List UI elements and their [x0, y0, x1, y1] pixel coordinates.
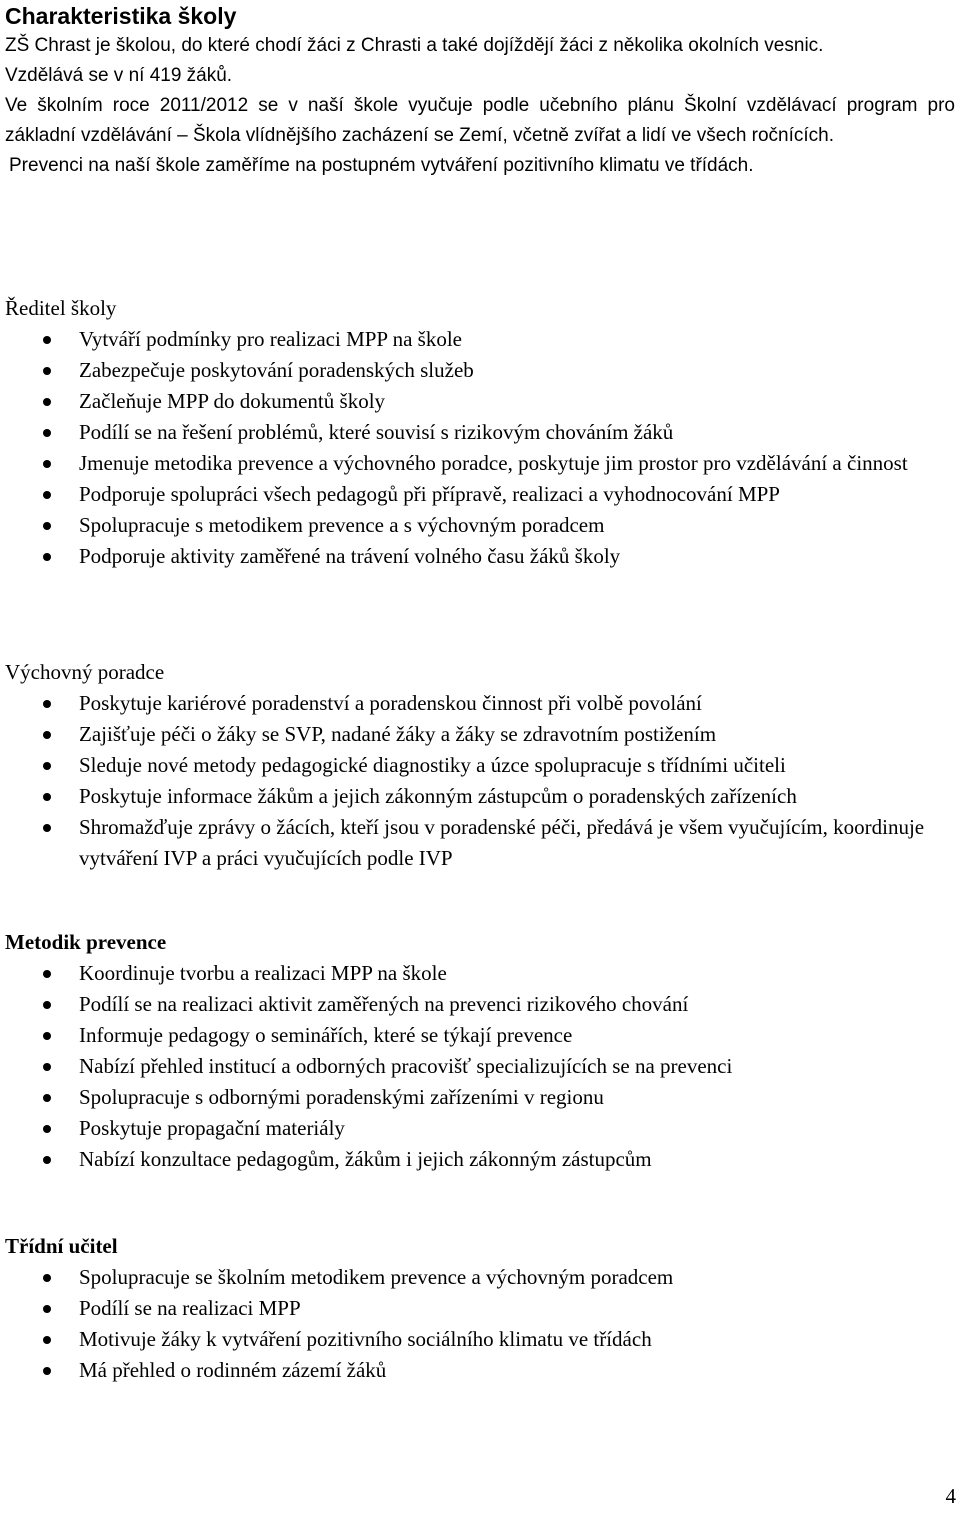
bullet-icon — [43, 731, 51, 739]
intro-paragraph-prevention: Prevenci na naší škole zaměříme na postupném vytváření pozitivního klimatu ve třídách. — [9, 155, 754, 176]
bullet-icon — [43, 1367, 51, 1375]
bullet-icon — [43, 1156, 51, 1164]
bullet-icon — [43, 522, 51, 530]
list-item: Podporuje spolupráci všech pedagogů při přípravě, realizaci a vyhodnocování MPP — [5, 479, 955, 510]
bullet-icon — [43, 1001, 51, 1009]
list-item: Shromažďuje zprávy o žácích, kteří jsou v poradenské péči, předává je všem vyučujícím, koordinuje vytváření IVP a práci vyučujících podle IVP — [5, 812, 955, 874]
list-item: Poskytuje informace žákům a jejich zákonným zástupcům o poradenských zařízeních — [5, 781, 955, 812]
bullet-icon — [43, 1032, 51, 1040]
page-title: Charakteristika školy — [5, 3, 237, 29]
intro-paragraph-pupils: Vzdělává se v ní 419 žáků. — [5, 65, 233, 86]
list-tridni-ucitel — [5, 1262, 955, 1386]
list-item: Podílí se na řešení problémů, které souvisí s rizikovým chováním žáků — [5, 417, 955, 448]
intro-paragraph-school: ZŠ Chrast je školou, do které chodí žáci z Chrasti a také dojíždějí žáci z několika okolních vesnic. — [5, 35, 824, 56]
section-reditel — [5, 293, 955, 572]
bullet-icon — [43, 491, 51, 499]
section-heading-vychovny-poradce: Výchovný poradce — [5, 660, 165, 684]
list-metodik-prevence — [5, 958, 955, 1175]
bullet-icon — [43, 553, 51, 561]
bullet-icon — [43, 970, 51, 978]
section-vychovny-poradce — [5, 657, 955, 874]
list-reditel — [5, 324, 955, 572]
list-item: Poskytuje propagační materiály — [5, 1113, 955, 1144]
bullet-icon — [43, 398, 51, 406]
intro-block — [5, 0, 955, 181]
list-item: Informuje pedagogy o seminářích, které se týkají prevence — [5, 1020, 955, 1051]
list-item: Podílí se na realizaci aktivit zaměřených na prevenci rizikového chování — [5, 989, 955, 1020]
list-item: Má přehled o rodinném zázemí žáků — [5, 1355, 955, 1386]
bullet-icon — [43, 1094, 51, 1102]
list-item: Poskytuje kariérové poradenství a poradenskou činnost při volbě povolání — [5, 688, 955, 719]
list-item: Sleduje nové metody pedagogické diagnostiky a úzce spolupracuje s třídními učiteli — [5, 750, 955, 781]
list-item: Začleňuje MPP do dokumentů školy — [5, 386, 955, 417]
bullet-icon — [43, 793, 51, 801]
list-item: Jmenuje metodika prevence a výchovného poradce, poskytuje jim prostor pro vzdělávání a činnost — [5, 448, 955, 479]
list-item: Motivuje žáky k vytváření pozitivního sociálního klimatu ve třídách — [5, 1324, 955, 1355]
list-item: Spolupracuje s metodikem prevence a s výchovným poradcem — [5, 510, 955, 541]
bullet-icon — [43, 1063, 51, 1071]
list-item: Spolupracuje s odbornými poradenskými zařízeními v regionu — [5, 1082, 955, 1113]
page-number: 4 — [945, 1484, 956, 1508]
list-item: Spolupracuje se školním metodikem prevence a výchovným poradcem — [5, 1262, 955, 1293]
bullet-icon — [43, 824, 51, 832]
section-metodik-prevence — [5, 927, 955, 1175]
list-item: Zajišťuje péči o žáky se SVP, nadané žáky a žáky se zdravotním postižením — [5, 719, 955, 750]
section-heading-reditel: Ředitel školy — [5, 296, 117, 320]
intro-paragraph-curriculum: Ve školním roce 2011/2012 se v naší škole vyučuje podle učebního plánu Školní vzdělávací program pro základní vzdělávání – Škola vlídnějšího zacházení se Zemí, včetně zvířat a lidí ve všech ročnících. — [5, 95, 955, 146]
bullet-icon — [43, 429, 51, 437]
bullet-icon — [43, 762, 51, 770]
bullet-icon — [43, 336, 51, 344]
bullet-icon — [43, 700, 51, 708]
list-item: Nabízí konzultace pedagogům, žákům i jejich zákonným zástupcům — [5, 1144, 955, 1175]
bullet-icon — [43, 1274, 51, 1282]
section-heading-tridni-ucitel: Třídní učitel — [5, 1234, 118, 1258]
list-item: Podílí se na realizaci MPP — [5, 1293, 955, 1324]
list-item: Vytváří podmínky pro realizaci MPP na škole — [5, 324, 955, 355]
section-tridni-ucitel — [5, 1231, 955, 1386]
list-item: Podporuje aktivity zaměřené na trávení volného času žáků školy — [5, 541, 955, 572]
list-vychovny-poradce — [5, 688, 955, 874]
bullet-icon — [43, 1336, 51, 1344]
list-item: Nabízí přehled institucí a odborných pracovišť specializujících se na prevenci — [5, 1051, 955, 1082]
list-item: Koordinuje tvorbu a realizaci MPP na škole — [5, 958, 955, 989]
list-item: Zabezpečuje poskytování poradenských služeb — [5, 355, 955, 386]
bullet-icon — [43, 460, 51, 468]
bullet-icon — [43, 367, 51, 375]
bullet-icon — [43, 1305, 51, 1313]
bullet-icon — [43, 1125, 51, 1133]
section-heading-metodik-prevence: Metodik prevence — [5, 930, 167, 954]
